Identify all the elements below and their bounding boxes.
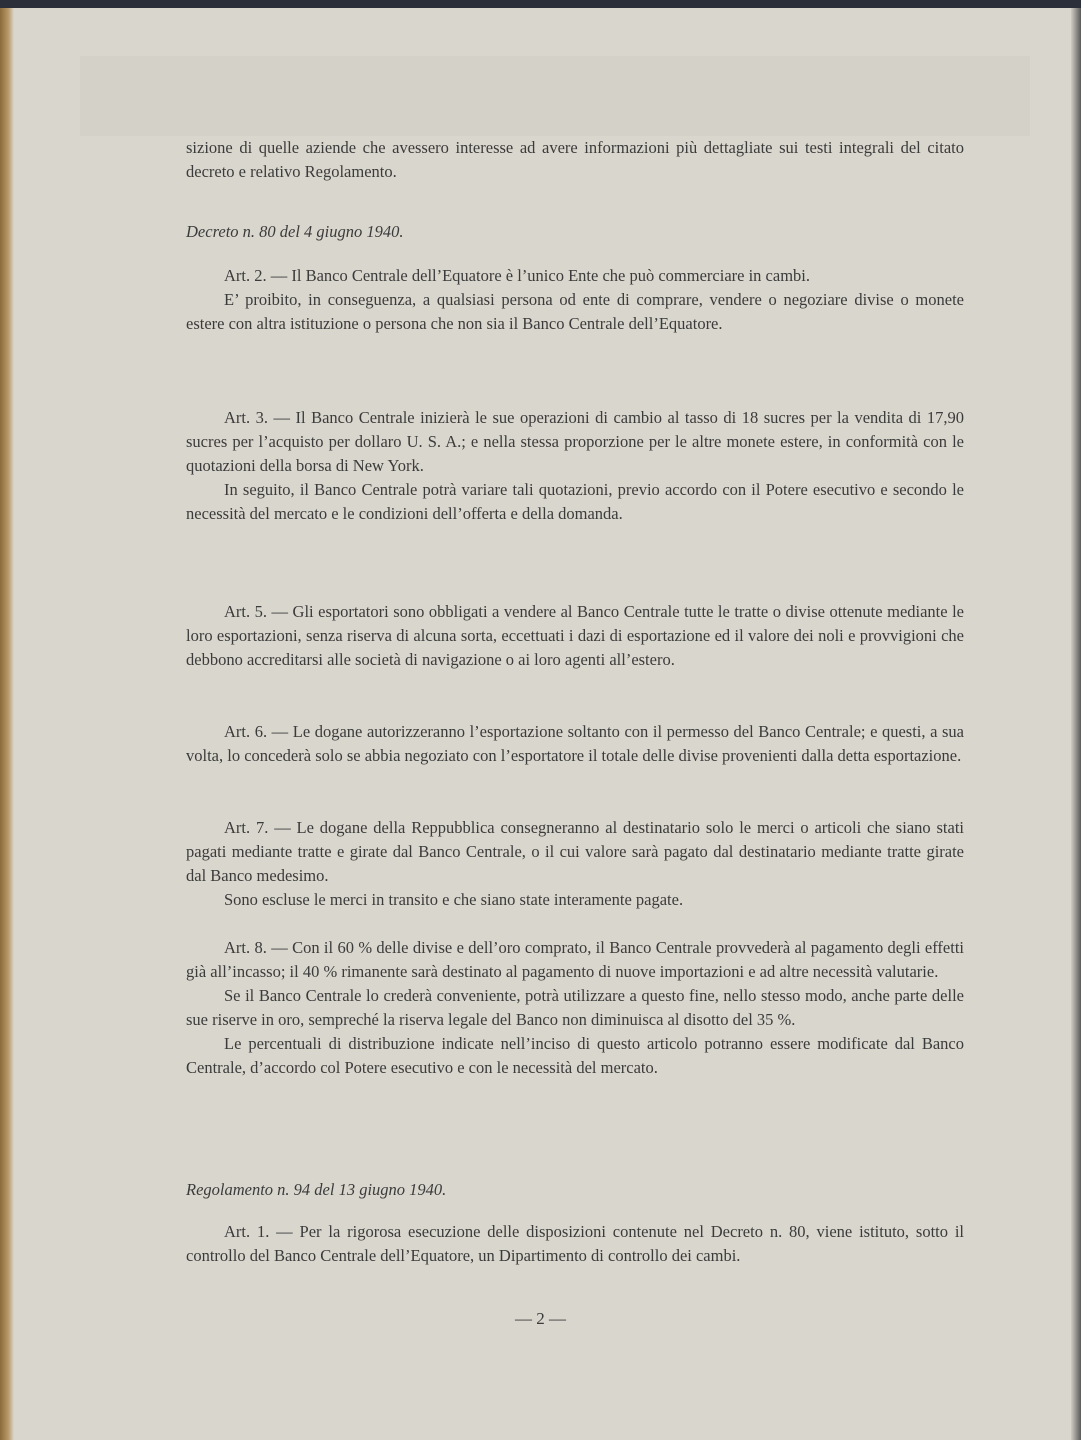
art7-block <box>186 816 964 912</box>
art2-block <box>186 264 964 336</box>
art2-continuation: E’ proibito, in conseguenza, a qualsiasi persona od ente di comprare, vendere o negoziare divise o monete estere con altra istituzione o persona che non sia il Banco Centrale dell’Equatore. <box>186 290 964 333</box>
art8-continuation-1: Se il Banco Centrale lo crederà conveniente, potrà utilizzare a questo fine, nello stesso modo, anche parte delle sue riserve in oro, sempreché la riserva legale del Banco non diminuisca al disotto del 35 %. <box>186 986 964 1029</box>
regulation-section <box>186 1178 964 1202</box>
decree-section <box>186 220 964 244</box>
page-edge-shadow <box>1071 8 1081 1440</box>
intro-text: sizione di quelle aziende che avessero interesse ad avere informazioni più dettagliate sui testi integrali del citato decreto e relativo Regolamento. <box>186 138 964 181</box>
art8-paragraph: Art. 8. — Con il 60 % delle divise e dell’oro comprato, il Banco Centrale provvederà al pagamento degli effetti già all’incasso; il 40 % rimanente sarà destinato al pagamento di nuove importazioni e ad altre necessità valutarie. <box>186 938 964 981</box>
art7-paragraph: Art. 7. — Le dogane della Reppubblica consegneranno al destinatario solo le merci o articoli che siano stati pagati mediante tratte e girate dal Banco Centrale, o il cui valore sarà pagato dal destinatario mediante tratte girate dal Banco medesimo. <box>186 818 964 885</box>
regulation-heading: Regolamento n. 94 del 13 giugno 1940. <box>186 1180 447 1199</box>
art5-paragraph: Art. 5. — Gli esportatori sono obbligati a vendere al Banco Centrale tutte le tratte o divise ottenute mediante le loro esportazioni, senza riserva di alcuna sorta, eccettuati i dazi di esportazione ed il valore dei noli e provvigioni che debbono accreditarsi alle società di navigazione o ai loro agenti all’estero. <box>186 602 964 669</box>
art8-continuation-2: Le percentuali di distribuzione indicate nell’inciso di questo articolo potranno essere modificate dal Banco Centrale, d’accordo col Potere esecutivo e con le necessità del mercato. <box>186 1034 964 1077</box>
art7-continuation: Sono escluse le merci in transito e che siano state interamente pagate. <box>224 890 684 909</box>
art3-block <box>186 406 964 526</box>
art6-paragraph: Art. 6. — Le dogane autorizzeranno l’esportazione soltanto con il permesso del Banco Centrale; e questi, a sua volta, lo concederà solo se abbia negoziato con l’esportatore il totale delle divise provenienti dalla detta esportazione. <box>186 722 964 765</box>
art3-continuation: In seguito, il Banco Centrale potrà variare tali quotazioni, previo accordo con il Potere esecutivo e secondo le necessità del mercato e le condizioni dell’offerta e della domanda. <box>186 480 964 523</box>
reg-art1-paragraph: Art. 1. — Per la rigorosa esecuzione delle disposizioni contenute nel Decreto n. 80, viene istituto, sotto il controllo del Banco Centrale dell’Equatore, un Dipartimento di controllo dei cambi. <box>186 1222 964 1265</box>
bleed-through-band <box>80 56 1030 136</box>
page-number: — 2 — <box>515 1309 566 1328</box>
art2-paragraph: Art. 2. — Il Banco Centrale dell’Equatore è l’unico Ente che può commerciare in cambi. <box>224 266 810 285</box>
art3-paragraph: Art. 3. — Il Banco Centrale inizierà le sue operazioni di cambio al tasso di 18 sucres per la vendita di 17,90 sucres per l’acquisto per dollaro U. S. A.; e nella stessa proporzione per le altre monete estere, in conformità con le quotazioni della borsa di New York. <box>186 408 964 475</box>
reg-art1-block <box>186 1220 964 1268</box>
intro-paragraph <box>186 136 964 184</box>
binding-spine <box>0 8 14 1440</box>
document-page <box>0 8 1081 1440</box>
decree-heading: Decreto n. 80 del 4 giugno 1940. <box>186 222 404 241</box>
art8-block <box>186 936 964 1080</box>
art5-block <box>186 600 964 672</box>
art6-block <box>186 720 964 768</box>
